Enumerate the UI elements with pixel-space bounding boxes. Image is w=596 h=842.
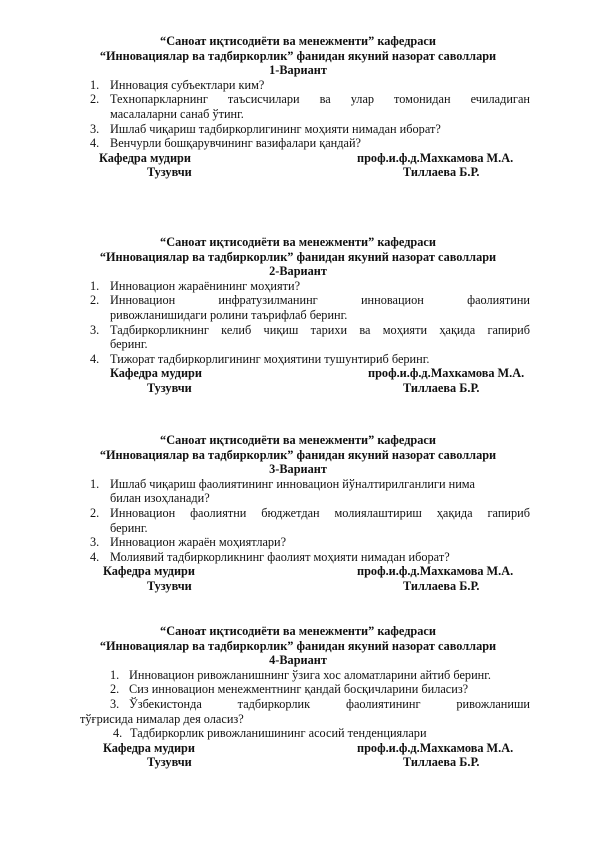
author-label: Тузувчи: [147, 165, 192, 180]
author-label: Тузувчи: [147, 755, 192, 770]
signature-row-head: [0, 741, 596, 756]
signature-row-head: [0, 366, 596, 381]
variant-title: 2-Вариант: [269, 264, 327, 279]
signature-row-author: [0, 165, 596, 180]
author-label: Тузувчи: [147, 578, 192, 593]
signature-row-author: [0, 755, 596, 770]
question-item: 3. Ўзбекистонда тадбиркорлик фаолиятининг ривожланиши: [110, 696, 530, 711]
department-heading: “Саноат иқтисодиёти ва менежменти” кафедраси: [160, 34, 436, 48]
question-item: 4. Тижорат тадбиркорлигининг моҳиятини тушунтириб беринг.: [90, 351, 430, 366]
question-list: [0, 477, 596, 565]
question-item: 1. Инновация субъектлари ким?: [90, 77, 265, 92]
variant-title: 4-Вариант: [269, 653, 327, 668]
subject-heading: “Инновациялар ва тадбиркорлик” фанидан якуний назорат саволлари: [99, 48, 497, 63]
variant-3-block: [0, 433, 596, 594]
department-heading: “Саноат иқтисодиёти ва менежменти” кафедраси: [160, 624, 436, 638]
question-item: 3. Тадбиркорликнинг келиб чиқиш тарихи ва моҳияти ҳақида гапириб беринг.: [90, 322, 530, 352]
variant-4-block: [0, 624, 596, 770]
question-continuation: тўғрисида нималар дея оласиз?: [80, 711, 244, 726]
head-name: проф.и.ф.д.Махкамова М.А.: [357, 564, 514, 579]
head-name: проф.и.ф.д.Махкамова М.А.: [357, 740, 514, 755]
question-item: 2. Сиз инновацион менежментнинг қандай босқичларини биласиз?: [110, 682, 469, 697]
variant-2-block: [0, 235, 596, 396]
subject-heading: “Инновациялар ва тадбиркорлик” фанидан якуний назорат саволлари: [99, 249, 497, 264]
author-name: Тиллаева Б.Р.: [403, 755, 480, 770]
signature-row-head: [0, 564, 596, 579]
author-label: Тузувчи: [147, 380, 192, 395]
question-list: [0, 668, 596, 741]
variant-1-block: [0, 34, 596, 180]
question-item: 4. Венчурли бошқарувчининг вазифалари қандай?: [90, 136, 361, 151]
head-name: проф.и.ф.д.Махкамова М.А.: [368, 366, 525, 381]
question-item: 1. Ишлаб чиқариш фаолиятининг инновацион йўналтирилганлиги нима билан изоҳланади?: [90, 476, 475, 506]
subject-heading: “Инновациялар ва тадбиркорлик” фанидан якуний назорат саволлари: [99, 638, 497, 653]
head-label: Кафедра мудири: [110, 366, 202, 381]
variant-title: 1-Вариант: [269, 63, 327, 78]
question-item: 2. Инновацион фаолиятни бюджетдан молиялаштириш ҳақида гапириб беринг.: [90, 505, 530, 535]
question-item: 1. Инновацион жараёнининг моҳияти?: [90, 278, 301, 293]
question-item: 3. Ишлаб чиқариш тадбиркорлигининг моҳияти нимадан иборат?: [90, 121, 441, 136]
department-heading: “Саноат иқтисодиёти ва менежменти” кафедраси: [160, 235, 436, 249]
head-label: Кафедра мудири: [99, 150, 191, 165]
question-item: 2. Технопаркларнинг таъсисчилари ва улар томонидан ечиладиган масалаларни санаб ўтинг.: [90, 92, 530, 121]
department-heading: “Саноат иқтисодиёти ва менежменти” кафедраси: [160, 433, 436, 447]
signature-row-author: [0, 579, 596, 594]
question-list: [0, 78, 596, 151]
author-name: Тиллаева Б.Р.: [403, 578, 480, 593]
question-item: 4. Тадбиркорлик ривожланишининг асосий тенденциялари: [113, 726, 427, 741]
question-item: 2. Инновацион инфратузилманинг инновацион фаолиятини ривожланишидаги ролини таърифлаб беринг.: [90, 293, 530, 322]
subject-heading: “Инновациялар ва тадбиркорлик” фанидан якуний назорат саволлари: [99, 447, 497, 462]
variant-title: 3-Вариант: [269, 462, 327, 477]
signature-row-head: [0, 151, 596, 166]
author-name: Тиллаева Б.Р.: [403, 165, 480, 180]
question-item: 4. Молиявий тадбиркорликнинг фаолият моҳияти нимадан иборат?: [90, 549, 450, 564]
signature-row-author: [0, 381, 596, 396]
head-label: Кафедра мудири: [103, 740, 195, 755]
question-item: 1. Инновацион ривожланишнинг ўзига хос аломатларини айтиб беринг.: [110, 667, 491, 682]
head-name: проф.и.ф.д.Махкамова М.А.: [357, 150, 514, 165]
head-label: Кафедра мудири: [103, 564, 195, 579]
author-name: Тиллаева Б.Р.: [403, 380, 480, 395]
question-list: [0, 279, 596, 367]
question-item: 3. Инновацион жараён моҳиятлари?: [90, 535, 287, 550]
